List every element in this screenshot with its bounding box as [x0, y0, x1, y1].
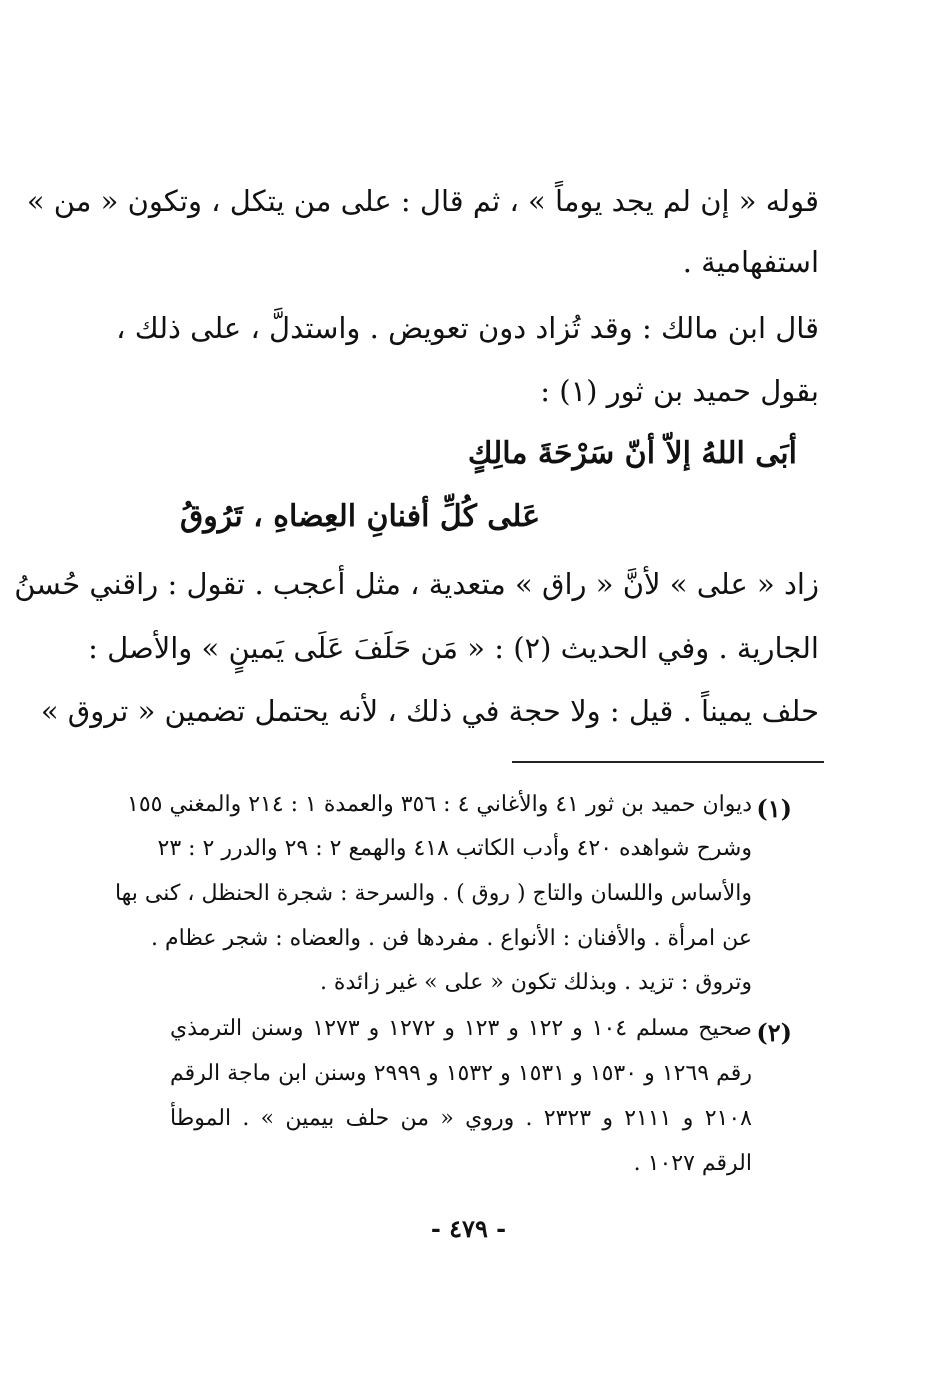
body-line-7: حلف يميناً . قيل : ولا حجة في ذلك ، لأنه يحتمل تضمين « تروق »: [40, 694, 819, 728]
footnote-1-line-5: وتروق : تزيد . وبذلك تكون « على » غير زائدة .: [319, 970, 752, 995]
footnote-2-line-1: صحيح مسلم ١٠٤ و ١٢٢ و ١٢٣ و ١٢٧٢ و ١٢٧٣ وسنن الترمذي: [170, 1016, 752, 1041]
footnote-2-line-3: ٢١٠٨ و ٢١١١ و ٢٣٢٣ . وروي « من حلف بيمين » . الموطأ: [170, 1106, 752, 1131]
body-line-5: زاد « على » لأنَّ « راق » متعدية ، مثل أعجب . تقول : راقني حُسنُ: [14, 567, 819, 601]
footnote-1-line-1: ديوان حميد بن ثور ٤١ والأغاني ٤ : ٣٥٦ والعمدة ١ : ٢١٤ والمغني ١٥٥: [127, 792, 752, 817]
footnote-1-line-3: والأساس واللسان والتاج ( روق ) . والسرحة : شجرة الحنظل ، كنى بها: [114, 881, 752, 906]
page-number: - ٤٧٩ -: [430, 1214, 507, 1243]
footnote-1-number: (١): [756, 794, 792, 823]
body-line-6: الجارية . وفي الحديث (٢) : « مَن حَلَفَ عَلَى يَمينٍ » والأصل :: [88, 631, 819, 665]
footnote-2-number: (٢): [756, 1018, 792, 1047]
footnote-1-line-4: عن امرأة . والأفنان : الأنواع . مفردها فن . والعضاه : شجر عظام .: [151, 926, 752, 951]
footnote-2-line-2: رقم ١٢٦٩ و ١٥٣٠ و ١٥٣١ و ١٥٣٢ و ٢٩٩٩ وسنن ابن ماجة الرقم: [170, 1061, 752, 1086]
footnote-1-line-2: وشرح شواهده ٤٢٠ وأدب الكاتب ٤١٨ والهمع ٢ : ٢٩ والدرر ٢ : ٢٣: [157, 836, 752, 861]
body-line-2: استفهامية .: [682, 245, 819, 279]
footnote-separator: [512, 761, 824, 763]
body-line-4: بقول حميد بن ثور (١) :: [540, 374, 819, 408]
footnote-2-line-4: الرقم ١٠٢٧ .: [633, 1151, 752, 1176]
body-line-3: قال ابن مالك : وقد تُزاد دون تعويض . واستدلَّ ، على ذلك ،: [116, 311, 819, 345]
body-line-1: قوله « إن لم يجد يوماً » ، ثم قال : على من يتكل ، وتكون « من »: [26, 184, 819, 218]
verse-hemistich-1: أبَى اللهُ إلاّ أنّ سَرْحَةَ مالِكٍ: [467, 436, 797, 471]
verse-hemistich-2: عَلى كُلِّ أفنانِ العِضاهِ ، تَرُوقُ: [180, 499, 541, 534]
